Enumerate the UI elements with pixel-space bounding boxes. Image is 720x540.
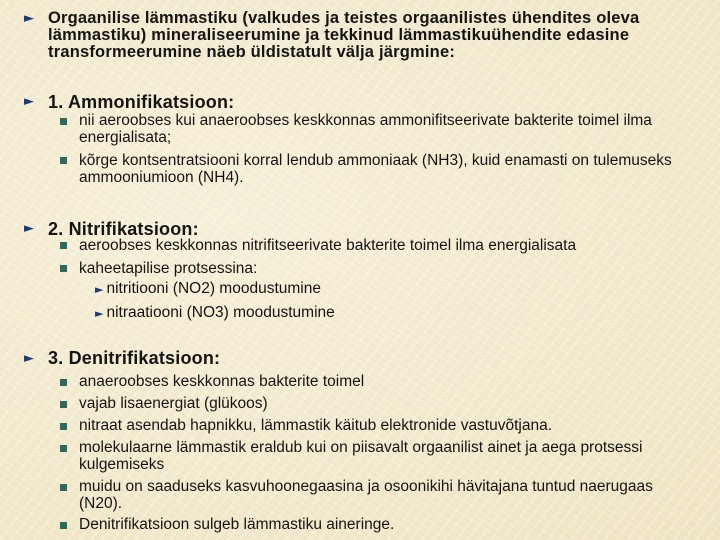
- square-bullet-icon: [60, 423, 67, 430]
- section-heading-ammonifikatsioon: 1. Ammonifikatsioon:: [48, 92, 235, 112]
- square-bullet-icon: [60, 157, 67, 164]
- square-bullet-icon: [60, 379, 67, 386]
- sub-list-item: [95, 305, 335, 323]
- triangle-bullet-icon: ►: [24, 351, 34, 366]
- sub-list-item-text: nitritiooni (NO2) moodustumine: [106, 280, 321, 297]
- list-item: nitraat asendab hapnikku, lämmastik käitub elektronide vastuvõtjana.: [79, 417, 553, 434]
- list-item: kõrge kontsentratsiooni korral lendub ammoniaak (NH3), kuid enamasti on tulemuseks ammooniumioon (NH4).: [79, 152, 672, 186]
- square-bullet-icon: [60, 265, 67, 272]
- triangle-right-icon: ►: [95, 307, 104, 320]
- list-item: anaeroobses keskkonnas bakterite toimel: [79, 373, 365, 390]
- triangle-right-icon: ►: [95, 283, 104, 296]
- square-bullet-icon: [60, 118, 67, 125]
- list-item: muidu on saaduseks kasvuhoonegaasina ja osoonikihi hävitajana tuntud naerugaas (N20).: [79, 478, 653, 512]
- section-heading-nitrifikatsioon: 2. Nitrifikatsioon:: [48, 219, 199, 239]
- triangle-bullet-icon: ►: [24, 11, 34, 26]
- square-bullet-icon: [60, 445, 67, 452]
- square-bullet-icon: [60, 484, 67, 491]
- list-item: kaheetapilise protsessina:: [79, 260, 258, 277]
- list-item: vajab lisaenergiat (glükoos): [79, 395, 268, 412]
- sub-list-item-text: nitraatiooni (NO3) moodustumine: [106, 304, 335, 321]
- triangle-bullet-icon: ►: [24, 94, 34, 109]
- list-item: Denitrifikatsioon sulgeb lämmastiku aineringe.: [79, 516, 395, 533]
- section-heading-denitrifikatsioon: 3. Denitrifikatsioon:: [48, 348, 221, 368]
- intro-paragraph: Orgaanilise lämmastiku (valkudes ja teistes orgaanilistes ühendites oleva lämmastiku) mineraliseerumine ja tekkinud lämmastikuühendite edasine transformeerumine näeb üldistatult välja järgmine:: [48, 9, 640, 61]
- sub-list-item: [95, 281, 321, 299]
- square-bullet-icon: [60, 401, 67, 408]
- square-bullet-icon: [60, 242, 67, 249]
- list-item: aeroobses keskkonnas nitrifitseerivate bakterite toimel ilma energialisata: [79, 237, 577, 254]
- triangle-bullet-icon: ►: [24, 221, 34, 236]
- list-item: nii aeroobses kui anaeroobses keskkonnas ammonifitseerivate bakterite toimel ilma energialisata;: [79, 112, 652, 146]
- list-item: molekulaarne lämmastik eraldub kui on piisavalt orgaanilist ainet ja aega protsessi kulgemiseks: [79, 439, 643, 473]
- square-bullet-icon: [60, 522, 67, 529]
